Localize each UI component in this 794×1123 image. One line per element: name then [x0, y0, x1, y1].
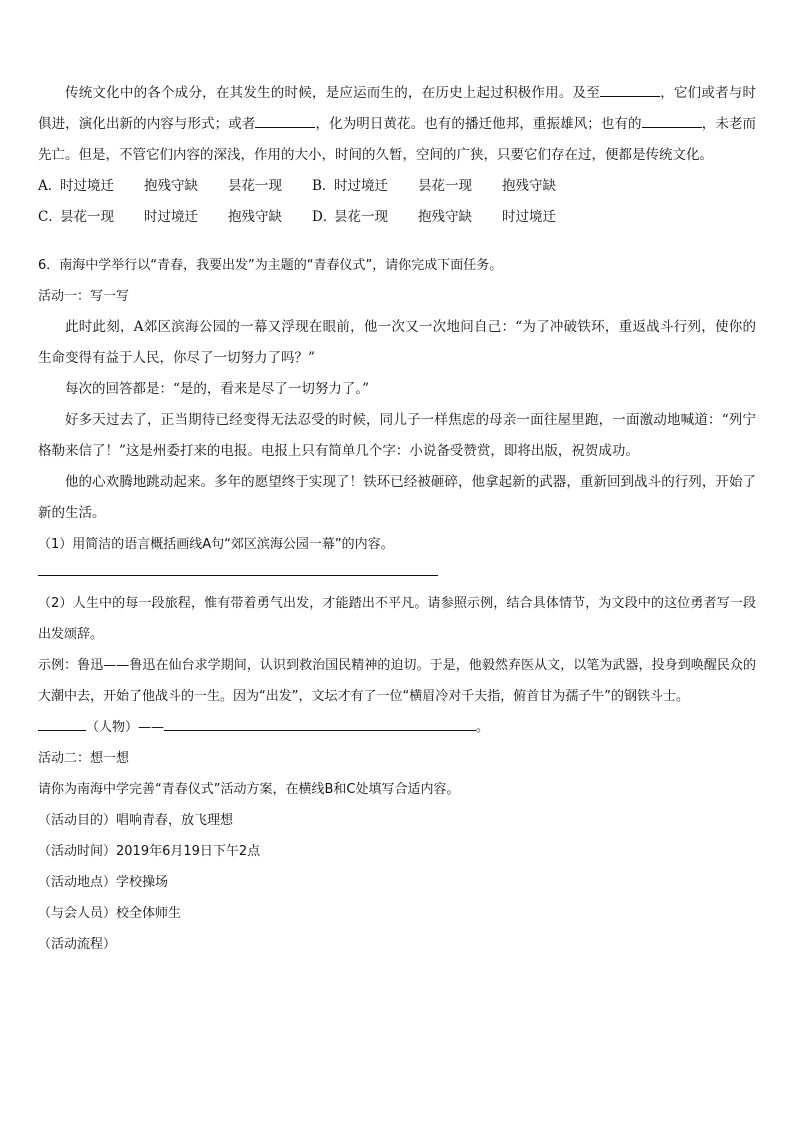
option-letter: B．	[312, 178, 336, 194]
passage-text: ，它们或者与	[659, 85, 743, 101]
blank-1	[600, 82, 660, 97]
fill-end: 。	[476, 720, 490, 735]
passage-text: 老而先亡。但是，不管它们内容的深浅，作用的大小，时间的久暂，空间的广狭，只要它们存在过，便都是传统文化。	[38, 116, 757, 163]
blank-3	[642, 113, 702, 128]
option-word: 抱残守缺	[144, 178, 198, 194]
fill-in-line	[38, 712, 756, 743]
option-word: 时过境迁	[144, 209, 198, 225]
example-text: 示例：鲁迅——鲁迅在仙台求学期间，认识到救治国民精神的迫切。于是，他毅然弃医从文，以笔为武器，投身到唤醒民众的大潮中去，开始了他战斗的一生。因为“出发”，文坛才有了一位“横眉冷对千夫指，俯首甘为孺子牛”的钢铁斗士。	[38, 658, 756, 704]
passage-text: 时俱进，演化出新的内容与形式；或者	[38, 85, 757, 132]
option-word: 时过境迁	[334, 178, 388, 194]
activity-2-description: 请你为南海中学完善“青春仪式”活动方案，在横线B和C处填写合适内容。	[38, 782, 460, 797]
story-paragraph: 每次的回答都是：“是的，看来是尽了一切努力了。”	[65, 381, 370, 397]
story-paragraph: 他的心欢腾地跳动起来。多年的愿望终于实现了！铁环已经被砸碎，他拿起新的武器，重新回到战斗的行列，开始了新的生活。	[38, 474, 756, 521]
person-blank[interactable]	[38, 716, 86, 731]
option-word: 昙花一现	[418, 178, 472, 194]
options-row	[38, 202, 756, 233]
option-word: 时过境迁	[60, 178, 114, 194]
plan-item: （活动地点）学校操场	[38, 875, 169, 890]
option-letter: D．	[312, 209, 337, 225]
passage-text: ，未	[701, 116, 729, 132]
option-letter: C．	[38, 209, 62, 225]
document-page	[38, 78, 756, 960]
passage-5	[38, 78, 756, 171]
option-word: 昙花一现	[334, 209, 388, 225]
sub-question-1: （1）用简洁的语言概括画线A句“郊区滨海公园一幕”的内容。	[38, 537, 394, 552]
praise-blank[interactable]	[164, 716, 476, 731]
answer-line[interactable]	[38, 574, 438, 576]
option-word: 抱残守缺	[228, 209, 282, 225]
options-block	[38, 171, 756, 233]
option-word: 昙花一现	[60, 209, 114, 225]
plan-item: （活动流程）	[38, 937, 117, 952]
person-label: （人物）——	[86, 720, 165, 735]
plan-item: （活动目的）唱响青春，放飞理想	[38, 813, 234, 828]
passage-text: 传统文化中的各个成分，在其发生的时候，是应运而生的，在历史上起过积极作用。及至	[65, 85, 600, 101]
plan-item: （活动时间）2019年6月19日下午2点	[38, 844, 261, 859]
option-letter: A．	[38, 178, 62, 194]
activity-1-heading: 活动一：写一写	[38, 289, 130, 304]
option-word: 昙花一现	[228, 178, 282, 194]
activity-2-heading: 活动二：想一想	[38, 751, 130, 766]
blank-2	[255, 113, 315, 128]
plan-item: （与会人员）校全体师生	[38, 906, 182, 921]
options-row	[38, 171, 756, 202]
passage-text: ，化为明日黄花。也有的播迁他邦，重振雄风；也有的	[315, 116, 642, 132]
story-paragraph: 好多天过去了，正当期待已经变得无法忍受的时候，同儿子一样焦虑的母亲一面往屋里跑，一面激动地喊道：“列宁格勒来信了！”这是州委打来的电报。电报上只有简单几个字：小说备受赞赏，即将出版，祝贺成功。	[38, 412, 756, 459]
option-word: 时过境迁	[502, 209, 556, 225]
sub-question-2: （2）人生中的每一段旅程，惟有带着勇气出发，才能踏出不平凡。请参照示例，结合具体情节，为文段中的这位勇者写一段出发颂辞。	[38, 596, 756, 642]
option-word: 抱残守缺	[502, 178, 556, 194]
story-paragraph: 此时此刻，A郊区滨海公园的一幕又浮现在眼前，他一次又一次地问自己：“为了冲破铁环，重返战斗行列，使你的生命变得有益于人民，你尽了一切努力了吗？”	[38, 319, 756, 366]
option-word: 抱残守缺	[418, 209, 472, 225]
question-6-title: 6．南海中学举行以“青春，我要出发”为主题的“青春仪式”，请你完成下面任务。	[38, 258, 503, 273]
